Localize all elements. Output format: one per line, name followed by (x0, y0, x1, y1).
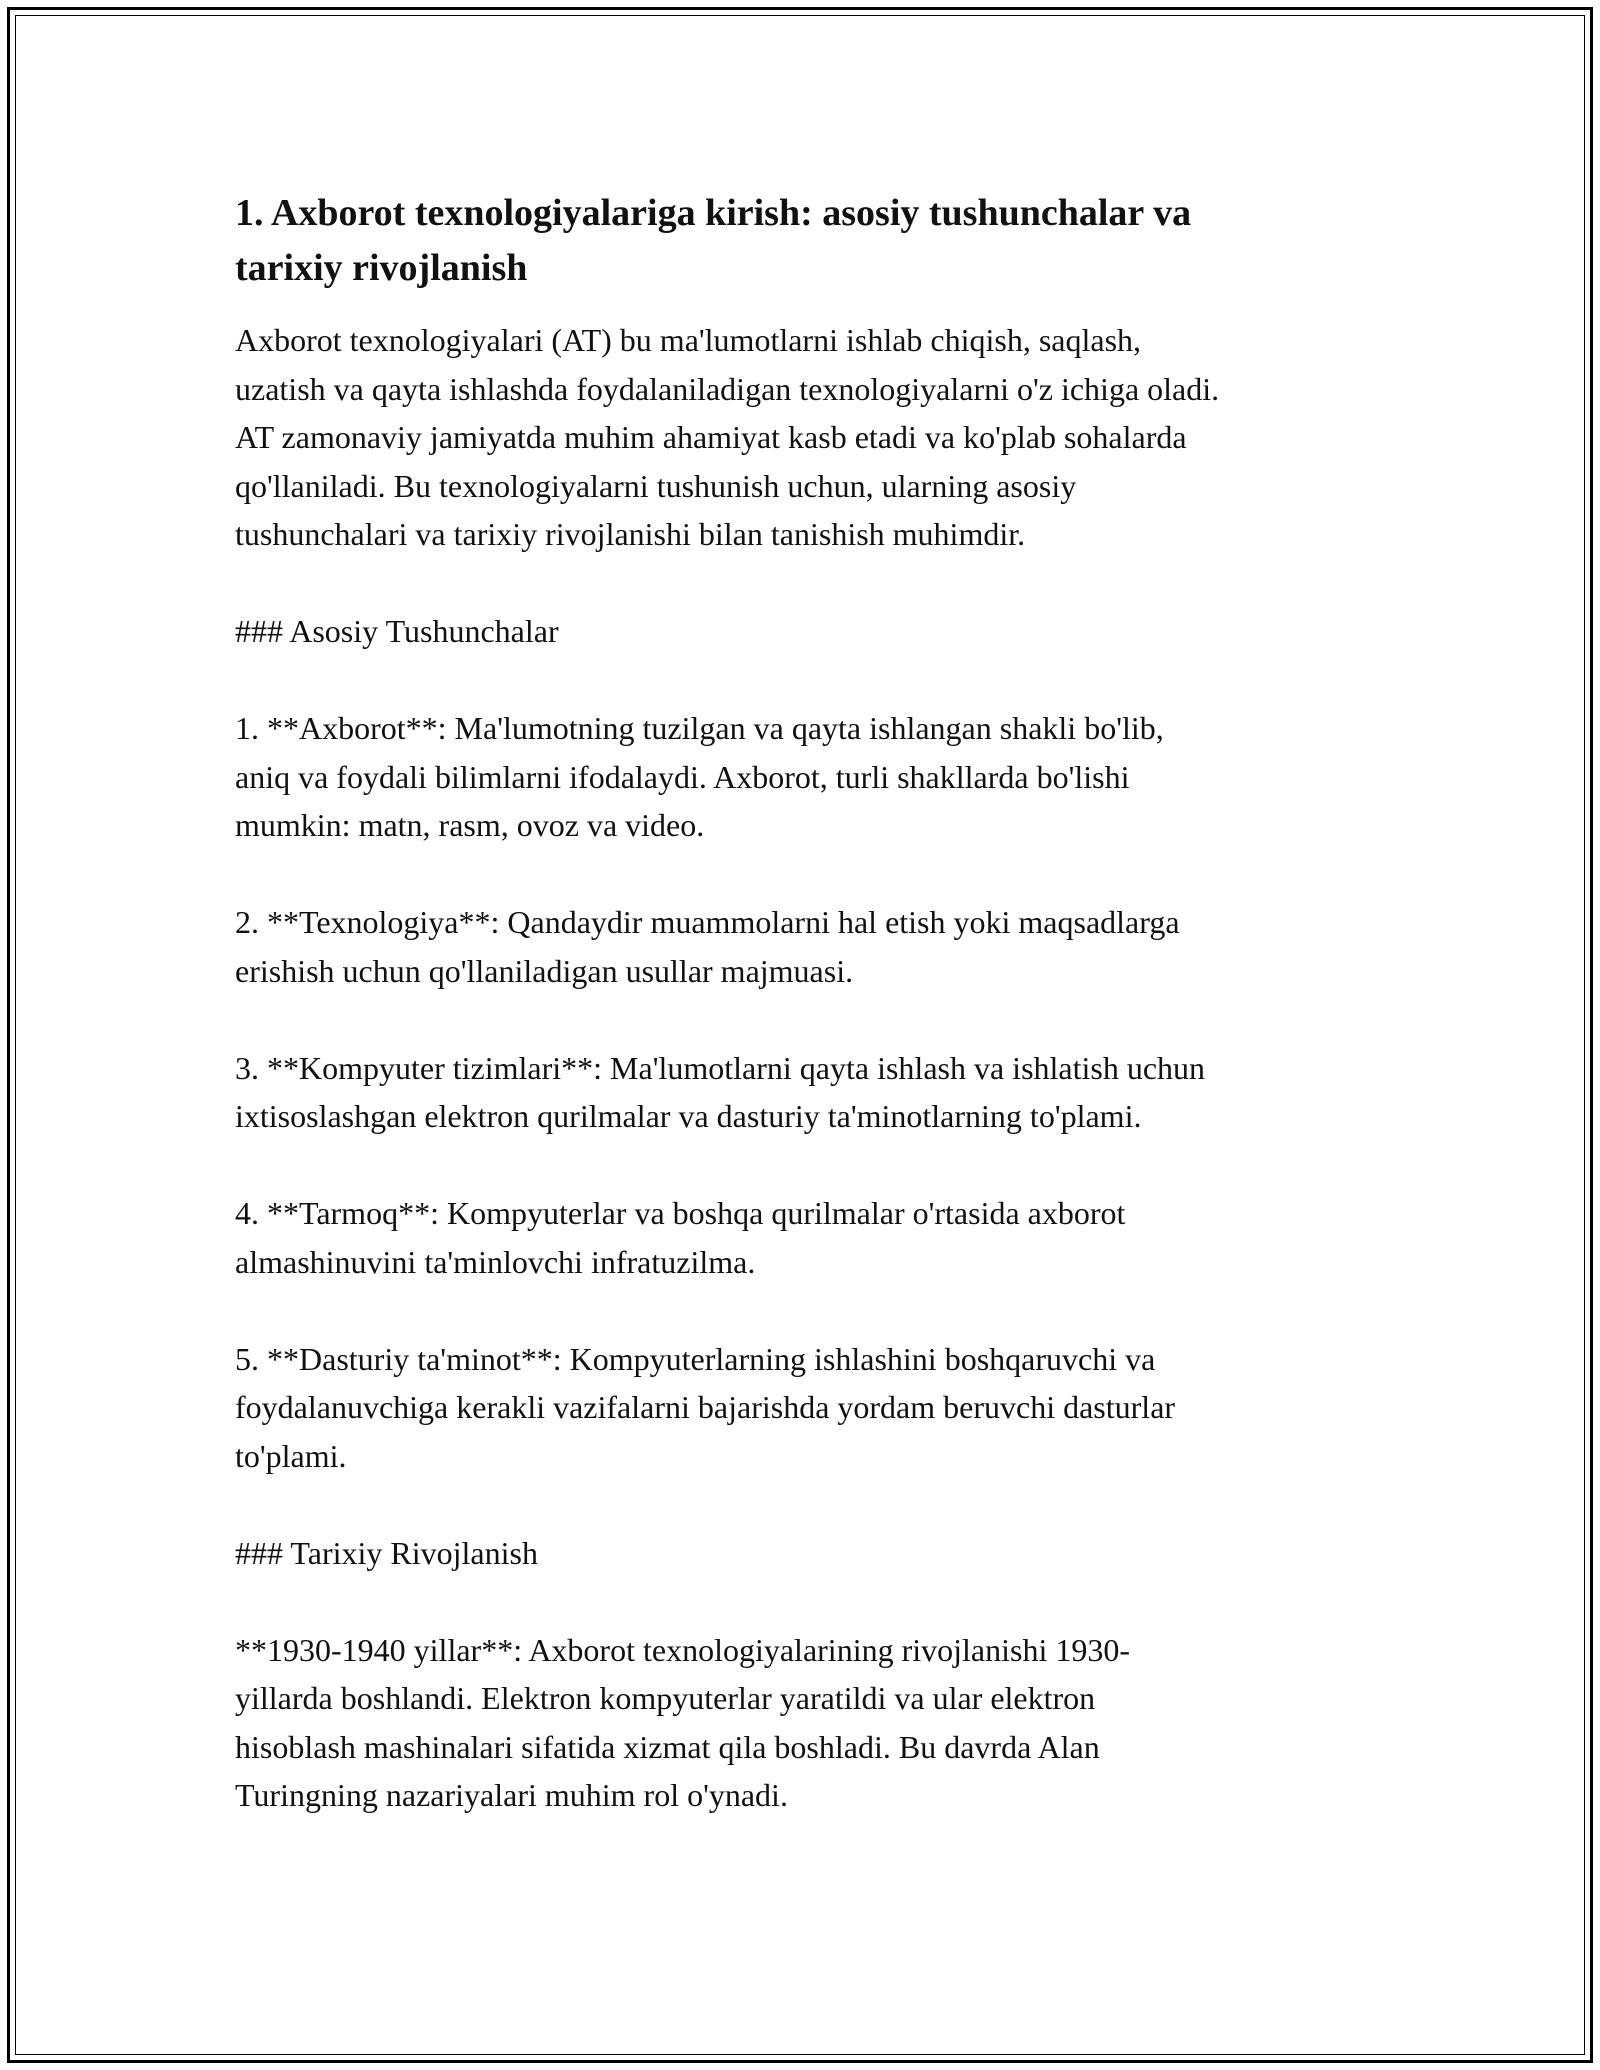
document-body (235, 186, 1375, 1868)
list-item-texnologiya: 2. **Texnologiya**: Qandaydir muammolarni hal etish yoki maqsadlarga erishish uchun qo'llaniladigan usullar majmuasi. (235, 904, 1180, 989)
document-title: 1. Axborot texnologiyalariga kirish: asosiy tushunchalar va tarixiy rivojlanish (235, 192, 1192, 289)
heading-asosiy-tushunchalar: ### Asosiy Tushunchalar (235, 613, 559, 649)
list-item-tarmoq: 4. **Tarmoq**: Kompyuterlar va boshqa qurilmalar o'rtasida axborot almashinuvini ta'minlovchi infratuzilma. (235, 1195, 1126, 1280)
paragraph-intro: Axborot texnologiyalari (AT) bu ma'lumotlarni ishlab chiqish, saqlash, uzatish va qayta ishlashda foydalaniladigan texnologiyalarni o'z ichiga oladi. AT zamonaviy jamiyatda muhim ahamiyat kasb etadi va ko'plab sohalarda qo'llaniladi. Bu texnologiyalarni tushunish uchun, ularning asosiy tushunchalari va tarixiy rivojlanishi bilan tanishish muhimdir. (235, 322, 1220, 552)
list-item-kompyuter-tizimlari: 3. **Kompyuter tizimlari**: Ma'lumotlarni qayta ishlash va ishlatish uchun ixtisoslashgan elektron qurilmalar va dasturiy ta'minotlarning to'plami. (235, 1049, 1206, 1134)
paragraph-1930-1940: **1930-1940 yillar**: Axborot texnologiyalarining rivojlanishi 1930- yillarda boshlandi. Elektron kompyuterlar yaratildi va ular elektron hisoblash mashinalari sifatida xizmat qila boshladi. Bu davrda Alan Turingning nazariyalari muhim rol o'ynadi. (235, 1631, 1130, 1813)
heading-tarixiy-rivojlanish: ### Tarixiy Rivojlanish (235, 1534, 538, 1571)
list-item-dasturiy-taminot: 5. **Dasturiy ta'minot**: Kompyuterlarning ishlashini boshqaruvchi va foydalanuvchiga kerakli vazifalarni bajarishda yordam beruvchi dasturlar to'plami. (235, 1340, 1176, 1474)
list-item-axborot: 1. **Axborot**: Ma'lumotning tuzilgan va qayta ishlangan shakli bo'lib, aniq va foydali bilimlarni ifodalaydi. Axborot, turli shakllarda bo'lishi mumkin: matn, rasm, ovoz va video. (235, 710, 1164, 843)
